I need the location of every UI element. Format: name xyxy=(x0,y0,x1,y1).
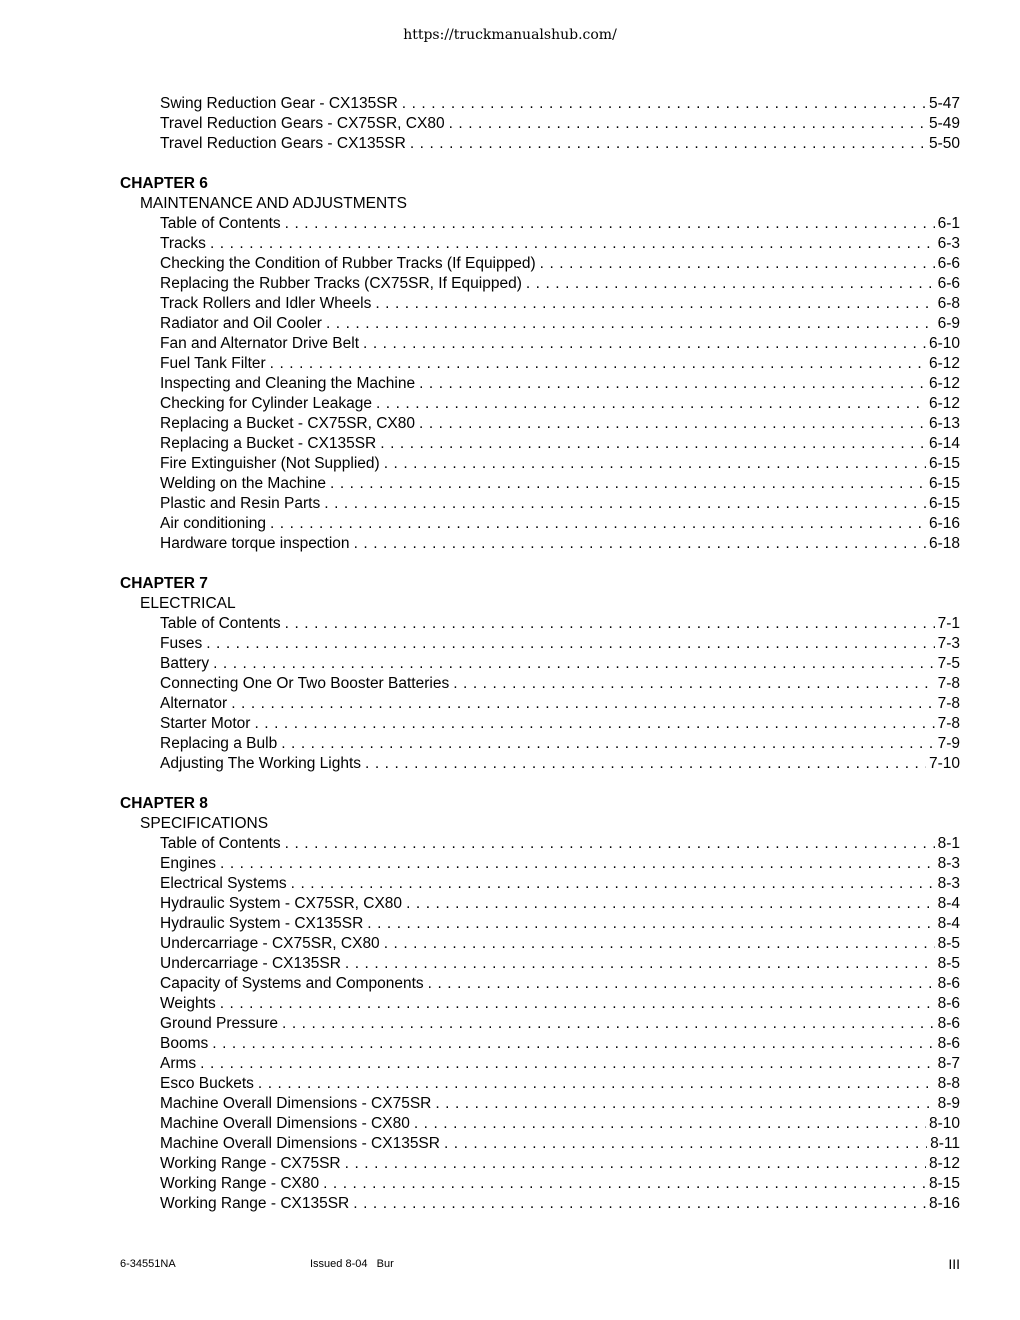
dot-leader xyxy=(254,714,934,734)
toc-entry-title: Travel Reduction Gears - CX135SR xyxy=(160,135,406,152)
toc-entry-title: Replacing the Rubber Tracks (CX75SR, If Equipped) xyxy=(160,275,522,292)
toc-entry-page: 6-16 xyxy=(928,515,960,532)
toc-entry-title: Working Range - CX135SR xyxy=(160,1195,350,1212)
dot-leader xyxy=(363,334,926,354)
toc-entry-page: 6-15 xyxy=(928,475,960,492)
footer-page-number: III xyxy=(948,1256,960,1272)
toc-entry-title: Checking for Cylinder Leakage xyxy=(160,395,372,412)
dot-leader xyxy=(410,134,926,154)
toc-entry-title: Travel Reduction Gears - CX75SR, CX80 xyxy=(160,115,445,132)
dot-leader xyxy=(285,214,935,234)
toc-entry-title: Track Rollers and Idler Wheels xyxy=(160,295,372,312)
dot-leader xyxy=(375,294,934,314)
toc-entry-page: 6-8 xyxy=(937,295,960,312)
dot-leader xyxy=(210,234,935,254)
dot-leader xyxy=(353,1194,926,1214)
dot-leader xyxy=(435,1094,934,1114)
dot-leader xyxy=(345,1154,926,1174)
toc-entry-title: Ground Pressure xyxy=(160,1015,279,1032)
toc-entry[interactable] xyxy=(120,254,960,274)
toc-entry-title: Machine Overall Dimensions - CX135SR xyxy=(160,1135,440,1152)
toc-entry[interactable] xyxy=(120,274,960,294)
dot-leader xyxy=(540,254,935,274)
dot-leader xyxy=(213,654,934,674)
toc-entry[interactable] xyxy=(120,334,960,354)
toc-entry-page: 6-6 xyxy=(937,275,960,292)
dot-leader xyxy=(291,874,935,894)
toc-entry-title: Connecting One Or Two Booster Batteries xyxy=(160,675,450,692)
toc-entry[interactable] xyxy=(120,834,960,854)
toc-entry-title: Battery xyxy=(160,655,210,672)
dot-leader xyxy=(419,414,926,434)
toc-entry-title: Fuses xyxy=(160,635,203,652)
toc-entry[interactable] xyxy=(120,1174,960,1194)
toc-entry[interactable] xyxy=(120,1074,960,1094)
toc-entry-title: Table of Contents xyxy=(160,835,281,852)
toc-entry-title: Hydraulic System - CX75SR, CX80 xyxy=(160,895,403,912)
toc-entry[interactable] xyxy=(120,214,960,234)
toc-entry[interactable] xyxy=(120,614,960,634)
toc-entry[interactable] xyxy=(120,934,960,954)
toc-spacer xyxy=(120,774,960,794)
toc-entry-page: 8-6 xyxy=(937,1015,960,1032)
dot-leader xyxy=(526,274,935,294)
dot-leader xyxy=(220,854,935,874)
toc-entry-page: 6-3 xyxy=(937,235,960,252)
toc-entry[interactable] xyxy=(120,354,960,374)
toc-entry-title: Swing Reduction Gear - CX135SR xyxy=(160,95,398,112)
dot-leader xyxy=(384,454,926,474)
toc-entry-title: Air conditioning xyxy=(160,515,266,532)
toc-entry-page: 6-14 xyxy=(928,435,960,452)
toc-entry-page: 8-7 xyxy=(937,1055,960,1072)
toc-entry-title: Inspecting and Cleaning the Machine xyxy=(160,375,416,392)
toc-entry-title: Starter Motor xyxy=(160,715,251,732)
dot-leader xyxy=(323,1174,926,1194)
toc-entry-page: 5-47 xyxy=(928,95,960,112)
toc-entry-page: 7-10 xyxy=(928,755,960,772)
toc-entry-title: Working Range - CX75SR xyxy=(160,1155,341,1172)
toc-entry-page: 8-12 xyxy=(928,1155,960,1172)
toc-entry-title: Radiator and Oil Cooler xyxy=(160,315,322,332)
toc-entry-page: 8-10 xyxy=(928,1115,960,1132)
toc-entry-page: 6-15 xyxy=(928,455,960,472)
footer-issued: Issued 8-04 Bur xyxy=(310,1258,394,1270)
toc-entry[interactable] xyxy=(120,494,960,514)
toc-spacer xyxy=(120,154,960,174)
toc-entry-page: 6-6 xyxy=(937,255,960,272)
toc-entry[interactable] xyxy=(120,1194,960,1214)
toc-entry-page: 8-6 xyxy=(937,975,960,992)
toc-entry-title: Electrical Systems xyxy=(160,875,287,892)
chapter-subtitle: SPECIFICATIONS xyxy=(140,815,269,832)
toc-entry[interactable] xyxy=(120,1034,960,1054)
toc-entry[interactable] xyxy=(120,234,960,254)
toc-entry-page: 5-50 xyxy=(928,135,960,152)
toc-entry-title: Replacing a Bucket - CX135SR xyxy=(160,435,377,452)
dot-leader xyxy=(220,994,935,1014)
dot-leader xyxy=(285,834,935,854)
toc-entry-title: Fuel Tank Filter xyxy=(160,355,266,372)
toc-entry[interactable] xyxy=(120,654,960,674)
dot-leader xyxy=(380,434,926,454)
dot-leader xyxy=(200,1054,934,1074)
dot-leader xyxy=(258,1074,935,1094)
chapter-heading: CHAPTER 7 xyxy=(120,575,208,592)
toc-entry-page: 8-1 xyxy=(937,835,960,852)
dot-leader xyxy=(324,494,926,514)
dot-leader xyxy=(206,634,934,654)
dot-leader xyxy=(281,734,934,754)
dot-leader xyxy=(406,894,935,914)
dot-leader xyxy=(419,374,926,394)
toc-entry-title: Replacing a Bulb xyxy=(160,735,278,752)
dot-leader xyxy=(345,954,935,974)
toc-entry-page: 5-49 xyxy=(928,115,960,132)
toc-entry-page: 8-15 xyxy=(928,1175,960,1192)
toc-entry[interactable] xyxy=(120,1054,960,1074)
page-footer xyxy=(0,1256,1020,1276)
toc-entry-page: 8-5 xyxy=(937,935,960,952)
footer-doc-code: 6-34551NA xyxy=(120,1258,176,1270)
dot-leader xyxy=(285,614,935,634)
toc-entry[interactable] xyxy=(120,694,960,714)
toc-entry-title: Booms xyxy=(160,1035,209,1052)
toc-entry-title: Checking the Condition of Rubber Tracks (If Equipped) xyxy=(160,255,536,272)
toc-entry-title: Replacing a Bucket - CX75SR, CX80 xyxy=(160,415,416,432)
toc-entry[interactable] xyxy=(120,534,960,554)
toc-entry-page: 8-8 xyxy=(937,1075,960,1092)
toc-entry-title: Hardware torque inspection xyxy=(160,535,350,552)
toc-entry[interactable] xyxy=(120,414,960,434)
toc-entry-page: 7-8 xyxy=(937,695,960,712)
toc-entry[interactable] xyxy=(120,954,960,974)
toc-entry[interactable] xyxy=(120,94,960,114)
toc-entry[interactable] xyxy=(120,1094,960,1114)
toc-entry-page: 8-4 xyxy=(937,895,960,912)
toc-entry[interactable] xyxy=(120,294,960,314)
dot-leader xyxy=(367,914,934,934)
toc-entry-page: 7-5 xyxy=(937,655,960,672)
toc-entry[interactable] xyxy=(120,114,960,134)
toc-entry-page: 6-10 xyxy=(928,335,960,352)
toc-entry-page: 8-16 xyxy=(928,1195,960,1212)
toc-entry[interactable] xyxy=(120,454,960,474)
toc-entry-page: 6-9 xyxy=(937,315,960,332)
chapter-subtitle: MAINTENANCE AND ADJUSTMENTS xyxy=(140,195,407,212)
toc-entry-title: Tracks xyxy=(160,235,206,252)
toc-entry-page: 8-3 xyxy=(937,875,960,892)
dot-leader xyxy=(231,694,934,714)
toc-entry[interactable] xyxy=(120,1134,960,1154)
toc-entry[interactable] xyxy=(120,474,960,494)
toc-entry-title: Hydraulic System - CX135SR xyxy=(160,915,364,932)
dot-leader xyxy=(444,1134,927,1154)
toc-entry-page: 6-1 xyxy=(937,215,960,232)
toc-entry-title: Esco Buckets xyxy=(160,1075,254,1092)
toc-entry[interactable] xyxy=(120,434,960,454)
toc-entry-page: 7-8 xyxy=(937,675,960,692)
toc-entry[interactable] xyxy=(120,674,960,694)
toc-entry[interactable] xyxy=(120,854,960,874)
toc-entry-page: 7-1 xyxy=(937,615,960,632)
toc-entry[interactable] xyxy=(120,754,960,774)
toc-entry[interactable] xyxy=(120,1014,960,1034)
dot-leader xyxy=(449,114,926,134)
toc-entry-page: 6-12 xyxy=(928,355,960,372)
dot-leader xyxy=(330,474,926,494)
chapter-subtitle: ELECTRICAL xyxy=(140,595,236,612)
toc-entry-page: 6-12 xyxy=(928,375,960,392)
toc-entry-title: Machine Overall Dimensions - CX75SR xyxy=(160,1095,432,1112)
toc-entry-title: Table of Contents xyxy=(160,215,281,232)
toc-entry-title: Working Range - CX80 xyxy=(160,1175,320,1192)
dot-leader xyxy=(354,534,926,554)
toc-entry-title: Adjusting The Working Lights xyxy=(160,755,362,772)
toc-spacer xyxy=(120,554,960,574)
toc-entry-page: 8-9 xyxy=(937,1095,960,1112)
toc-entry[interactable] xyxy=(120,874,960,894)
toc-entry[interactable] xyxy=(120,514,960,534)
toc-entry[interactable] xyxy=(120,314,960,334)
dot-leader xyxy=(326,314,935,334)
toc-entry[interactable] xyxy=(120,974,960,994)
table-of-contents xyxy=(120,94,960,1214)
dot-leader xyxy=(453,674,934,694)
toc-entry[interactable] xyxy=(120,634,960,654)
toc-entry-title: Plastic and Resin Parts xyxy=(160,495,321,512)
toc-entry-title: Capacity of Systems and Components xyxy=(160,975,424,992)
toc-entry[interactable] xyxy=(120,394,960,414)
toc-entry-page: 7-3 xyxy=(937,635,960,652)
toc-entry-page: 8-11 xyxy=(930,1135,960,1152)
toc-entry-title: Arms xyxy=(160,1055,197,1072)
toc-entry[interactable] xyxy=(120,994,960,1014)
dot-leader xyxy=(212,1034,934,1054)
toc-entry[interactable] xyxy=(120,714,960,734)
toc-entry-title: Fire Extinguisher (Not Supplied) xyxy=(160,455,380,472)
toc-entry[interactable] xyxy=(120,1114,960,1134)
toc-entry-page: 7-8 xyxy=(937,715,960,732)
toc-entry-title: Engines xyxy=(160,855,217,872)
dot-leader xyxy=(270,354,926,374)
header-url: https://truckmanualshub.com/ xyxy=(403,27,617,43)
toc-entry[interactable] xyxy=(120,734,960,754)
dot-leader xyxy=(428,974,935,994)
toc-entry-page: 6-18 xyxy=(928,535,960,552)
toc-entry-page: 6-12 xyxy=(928,395,960,412)
toc-entry[interactable] xyxy=(120,1154,960,1174)
toc-entry-page: 6-13 xyxy=(928,415,960,432)
toc-entry-page: 8-6 xyxy=(937,995,960,1012)
toc-entry[interactable] xyxy=(120,914,960,934)
toc-entry[interactable] xyxy=(120,134,960,154)
chapter-heading: CHAPTER 6 xyxy=(120,175,208,192)
toc-entry-title: Undercarriage - CX135SR xyxy=(160,955,341,972)
dot-leader xyxy=(270,514,926,534)
toc-entry-title: Weights xyxy=(160,995,216,1012)
toc-entry-title: Machine Overall Dimensions - CX80 xyxy=(160,1115,410,1132)
dot-leader xyxy=(365,754,926,774)
toc-entry-page: 7-9 xyxy=(937,735,960,752)
toc-entry-page: 6-15 xyxy=(928,495,960,512)
chapter-heading: CHAPTER 8 xyxy=(120,795,208,812)
toc-entry-title: Alternator xyxy=(160,695,228,712)
dot-leader xyxy=(384,934,935,954)
toc-entry[interactable] xyxy=(120,374,960,394)
toc-entry-title: Welding on the Machine xyxy=(160,475,327,492)
toc-entry-title: Table of Contents xyxy=(160,615,281,632)
toc-entry-title: Undercarriage - CX75SR, CX80 xyxy=(160,935,380,952)
toc-entry-page: 8-5 xyxy=(937,955,960,972)
toc-entry-page: 8-6 xyxy=(937,1035,960,1052)
toc-entry-page: 8-3 xyxy=(937,855,960,872)
toc-entry-title: Fan and Alternator Drive Belt xyxy=(160,335,360,352)
dot-leader xyxy=(414,1114,926,1134)
dot-leader xyxy=(282,1014,935,1034)
dot-leader xyxy=(376,394,926,414)
dot-leader xyxy=(402,94,926,114)
toc-entry[interactable] xyxy=(120,894,960,914)
toc-entry-page: 8-4 xyxy=(937,915,960,932)
